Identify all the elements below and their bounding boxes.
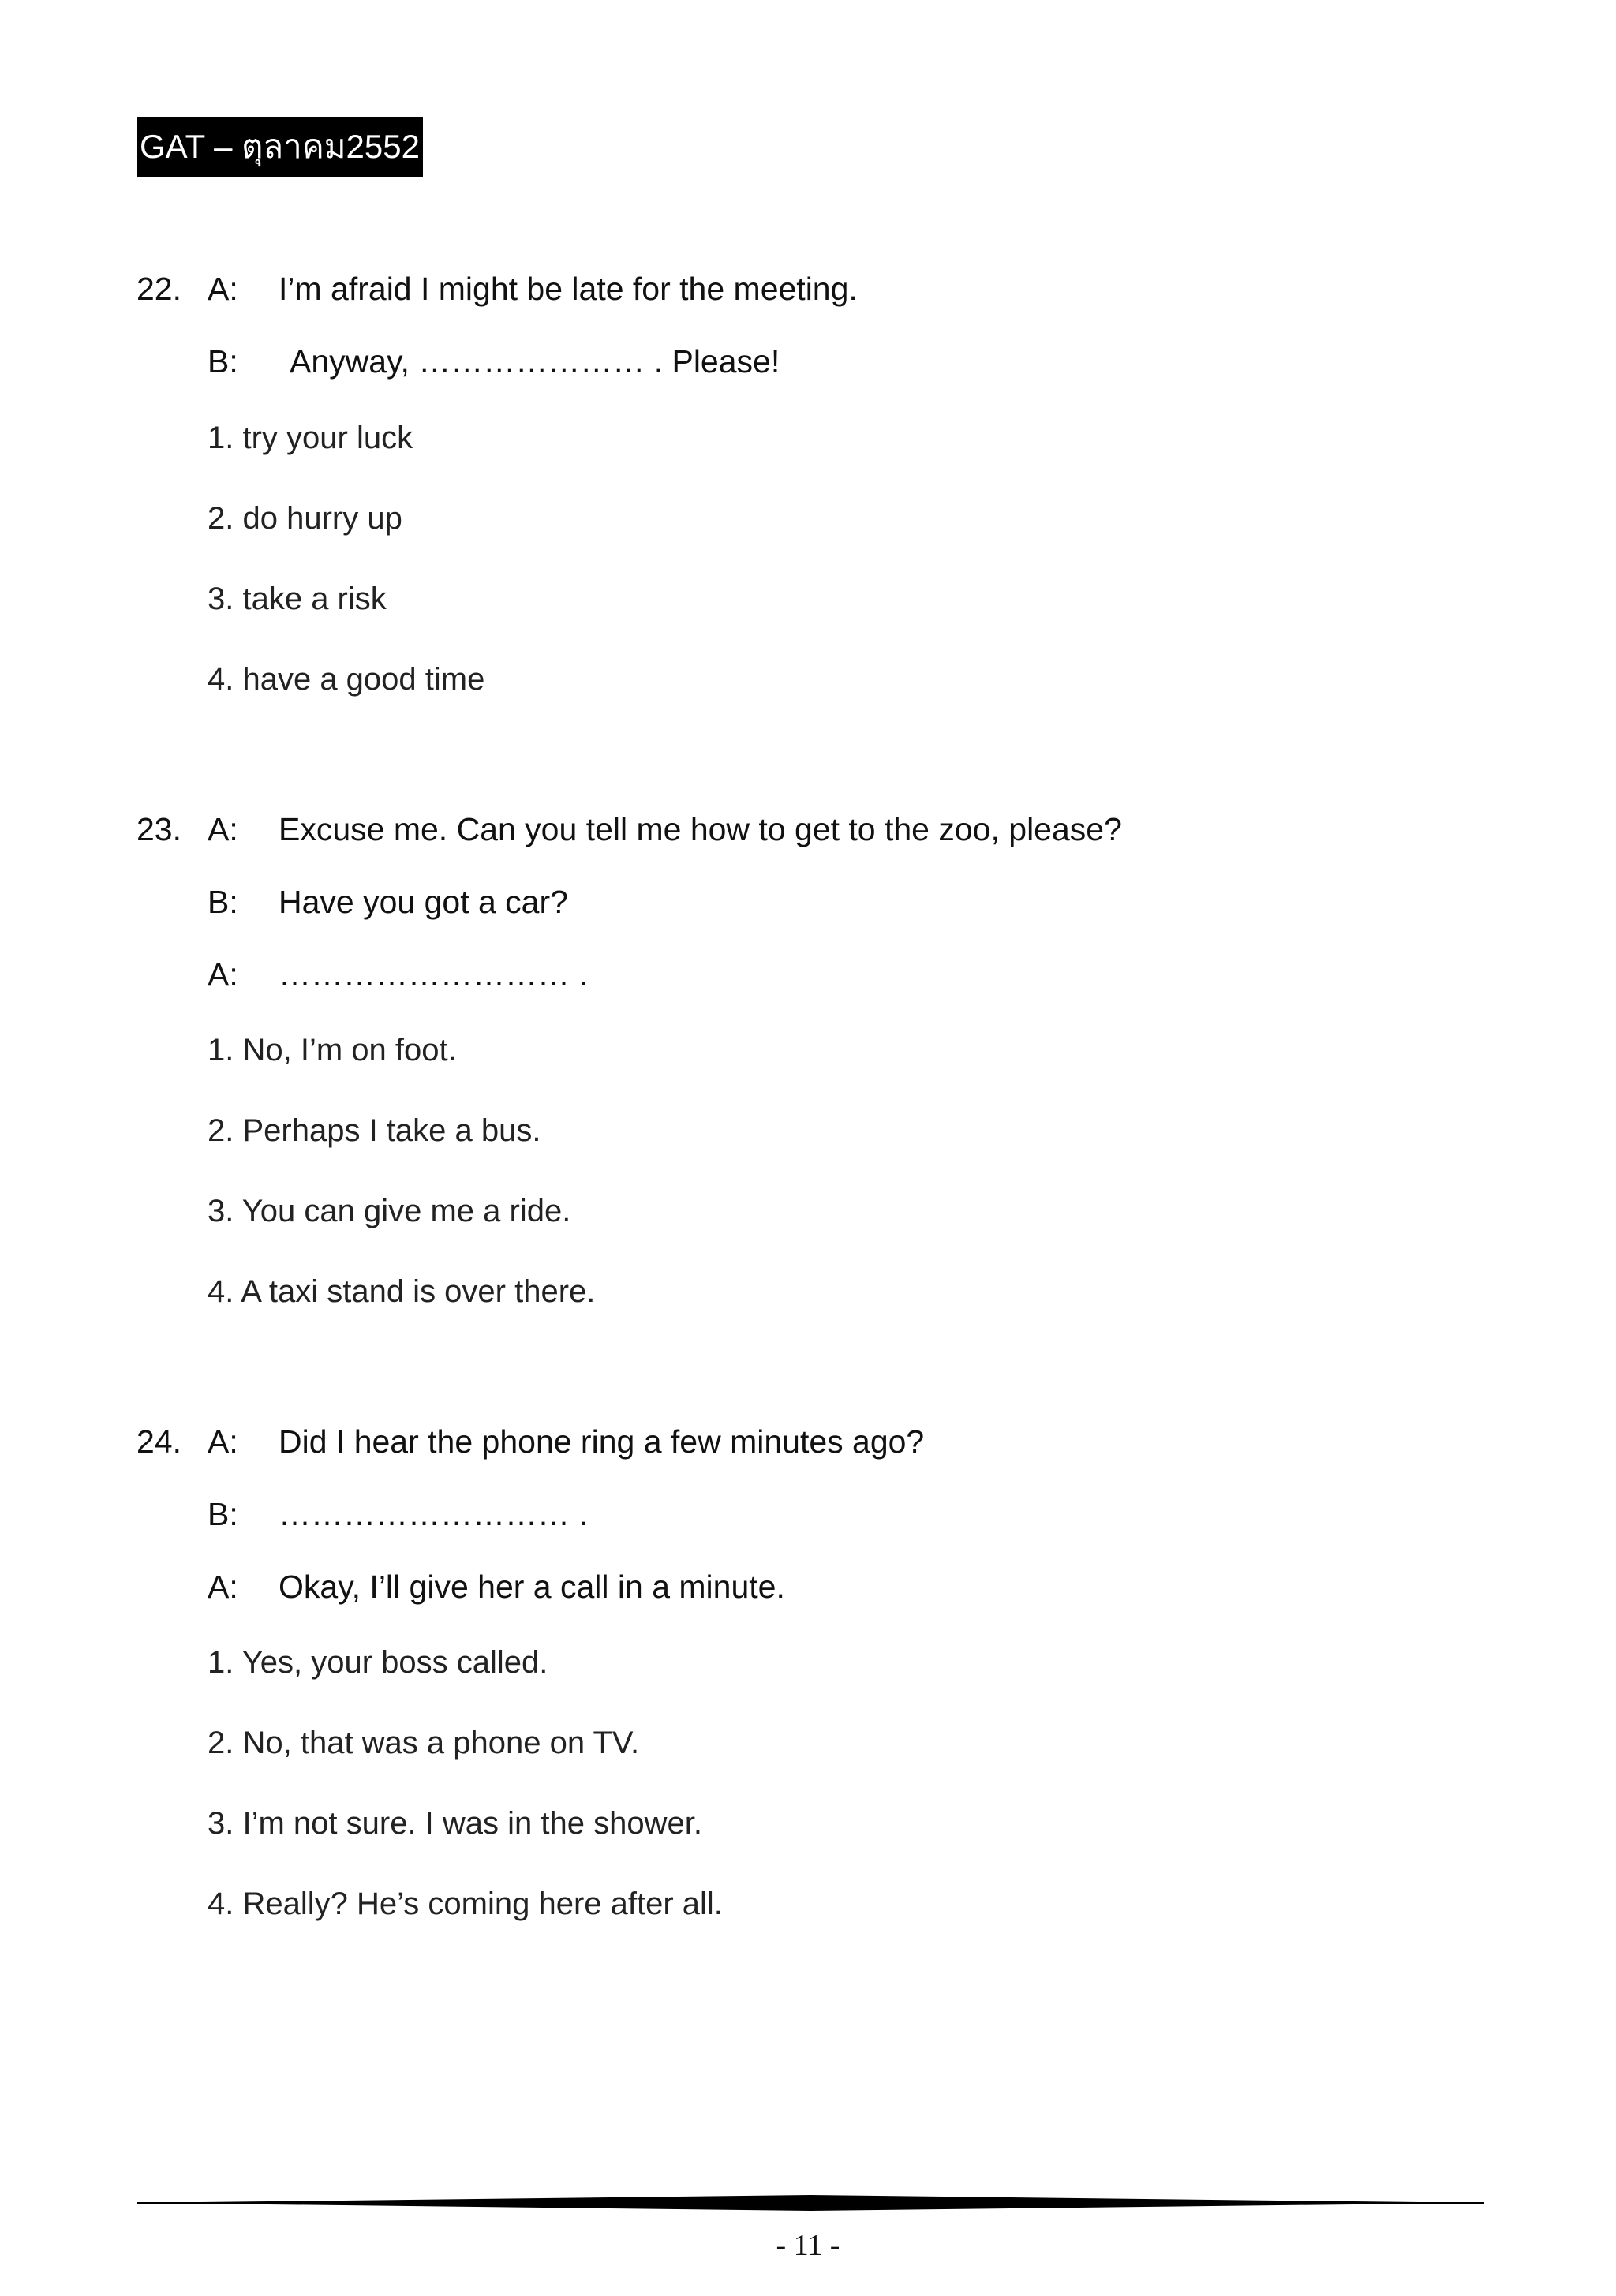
answer-option-3: 3. I’m not sure. I was in the shower. (208, 1806, 702, 1841)
dialogue-line: Have you got a car? (279, 884, 568, 920)
answer-option-4: 4. have a good time (208, 662, 485, 697)
answer-option-2: 2. Perhaps I take a bus. (208, 1113, 541, 1148)
exam-header-badge: GAT – ตุลาคม2552 (137, 117, 423, 177)
speaker-label: A: (208, 956, 238, 993)
dialogue-line: Anyway, ………………… . Please! (290, 343, 780, 380)
answer-option-3: 3. take a risk (208, 581, 387, 616)
dialogue-line: I’m afraid I might be late for the meeting. (279, 271, 858, 307)
footer-divider (137, 2193, 1484, 2212)
dialogue-line: Did I hear the phone ring a few minutes ago? (279, 1423, 925, 1460)
speaker-label: B: (208, 343, 238, 380)
answer-option-1: 1. try your luck (208, 421, 413, 455)
answer-option-4: 4. Really? He’s coming here after all. (208, 1887, 723, 1921)
speaker-label: A: (208, 1423, 238, 1460)
answer-option-2: 2. No, that was a phone on TV. (208, 1726, 640, 1760)
question-number: 24. (137, 1423, 181, 1460)
dialogue-line: Excuse me. Can you tell me how to get to the zoo, please? (279, 811, 1122, 847)
answer-option-4: 4. A taxi stand is over there. (208, 1274, 596, 1309)
question-number: 22. (137, 271, 181, 307)
speaker-label: A: (208, 271, 238, 307)
dialogue-line: ……………………… . (279, 956, 588, 993)
answer-option-2: 2. do hurry up (208, 501, 402, 536)
page-number: - 11 - (776, 2229, 840, 2262)
speaker-label: A: (208, 1569, 238, 1605)
answer-option-1: 1. No, I’m on foot. (208, 1033, 457, 1068)
answer-option-1: 1. Yes, your boss called. (208, 1645, 548, 1680)
question-number: 23. (137, 811, 181, 847)
speaker-label: B: (208, 1496, 238, 1532)
dialogue-line: Okay, I’ll give her a call in a minute. (279, 1569, 785, 1605)
speaker-label: A: (208, 811, 238, 847)
speaker-label: B: (208, 884, 238, 920)
dialogue-line: ……………………… . (279, 1496, 588, 1532)
answer-option-3: 3. You can give me a ride. (208, 1194, 571, 1228)
